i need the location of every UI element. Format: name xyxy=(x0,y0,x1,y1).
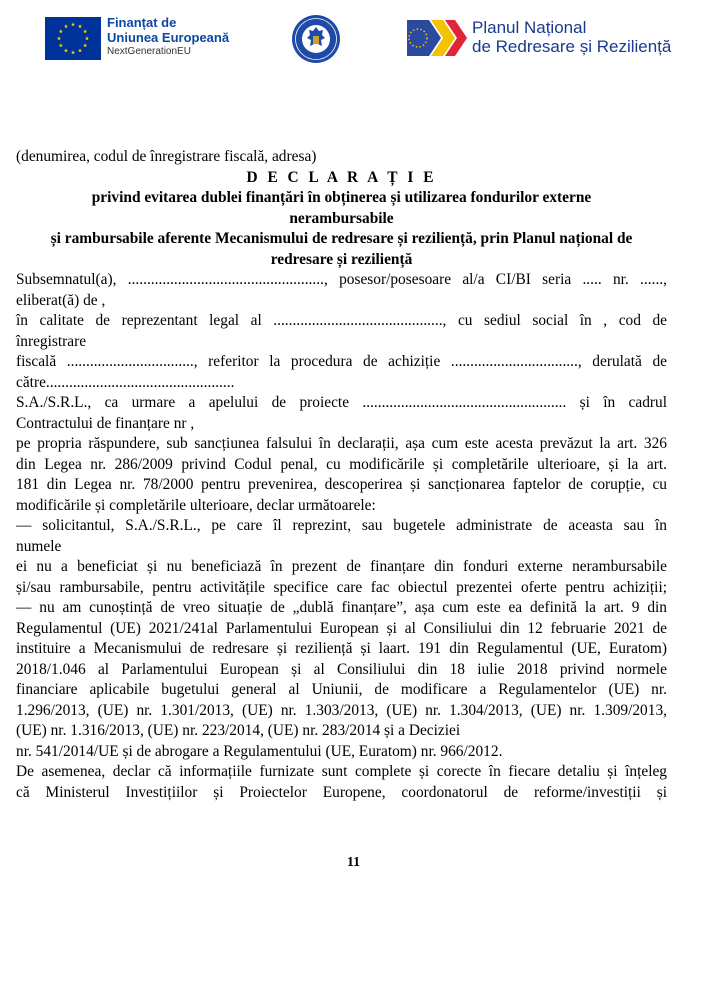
body-line: modificările și completările ulterioare, declar următoarele: xyxy=(16,496,376,514)
header-logos xyxy=(0,0,707,80)
pnrr-logo-line2: de Redresare și Reziliență xyxy=(472,37,672,56)
body-line: (UE) nr. 1.316/2013, (UE) nr. 223/2014, (UE) nr. 283/2014 și a Deciziei xyxy=(16,722,461,739)
eu-logo-line3: NextGenerationEU xyxy=(107,46,191,57)
document-subtitle-line1: privind evitarea dublei finanțări în obținerea și utilizarea fondurilor externe xyxy=(91,189,592,206)
body-line: eliberat(ă) de , xyxy=(16,291,106,309)
body-line: din Legea nr. 286/2009 privind Codul penal, cu modificările și completările ulterioare, și la art. xyxy=(16,455,667,473)
body-line: ei nu a beneficiat și nu beneficiază în prezent de finanțare din fonduri externe nerambursabile xyxy=(16,558,667,575)
body-line: financiare aplicabile bugetului general al Uniunii, de modificare a Regulamentelor (UE) nr. xyxy=(16,681,667,698)
entity-identification-line: (denumirea, codul de înregistrare fiscală, adresa) xyxy=(16,148,317,165)
document-subtitle-line4: redresare și reziliență xyxy=(270,250,413,268)
eu-flag-icon xyxy=(45,17,101,60)
body-line: De asemenea, declar că informațiile furnizate sunt complete și corecte în fiecare detaliu și înțeleg xyxy=(16,763,667,780)
document-subtitle-line2: nerambursabile xyxy=(289,209,394,227)
body-line: 1.296/2013, (UE) nr. 1.301/2013, (UE) nr. 1.303/2013, (UE) nr. 1.304/2013, (UE) nr. 1.309/2013, xyxy=(16,701,667,719)
body-line: S.A./S.R.L., ca urmare a apelului de proiecte ..................................................... și în cadrul xyxy=(16,394,667,411)
body-line: că Ministerul Investițiilor și Proiectelor Europene, coordonatorul de reforme/investiții și xyxy=(16,783,667,801)
body-line: numele xyxy=(16,537,62,555)
bullet-line: — nu am cunoștință de vreo situație de „dublă finanțare”, așa cum este ea definită la art. 9 din xyxy=(16,599,667,616)
body-line: pe propria răspundere, sub sancțiunea falsului în declarații, așa cum este acesta prevăzut la art. 326 xyxy=(16,435,667,452)
body-line: către................................................. xyxy=(16,373,235,391)
body-line: și/sau rambursabile, pentru activitățile specifice care fac obiectul prezentei oferte pentru achiziții; xyxy=(16,578,667,596)
document-subtitle-line3: și rambursabile aferente Mecanismului de redresare și reziliență, prin Planul național de xyxy=(50,230,633,247)
page-number: 11 xyxy=(346,855,361,870)
eu-logo-line2: Uniunea Europeană xyxy=(107,30,230,45)
body-line: Contractului de finanțare nr , xyxy=(16,414,195,432)
romanian-government-seal-icon xyxy=(291,12,341,66)
body-line: 2018/1.046 al Parlamentului European și al Consiliului din 18 iulie 2018 privind normele xyxy=(16,660,667,678)
body-line: în calitate de reprezentant legal al ............................................, cu sediul social în , cod de xyxy=(16,312,667,329)
eu-logo-line1: Finanțat de xyxy=(107,15,177,30)
body-line: fiscală ................................., referitor la procedura de achiziție ................................., derulată de xyxy=(16,353,667,370)
body-line: Subsemnatul(a), ..................................................., posesor/posesoare al/a CI/BI seria ..... nr. ......, xyxy=(16,271,667,288)
bullet-line: — solicitantul, S.A./S.R.L., pe care îl reprezint, sau bugetele administrate de aceasta sau în xyxy=(16,517,667,534)
pnrr-logo-line1: Planul Național xyxy=(472,18,587,37)
body-line: nr. 541/2014/UE și de abrogare a Regulamentului (UE, Euratom) nr. 966/2012. xyxy=(16,742,503,760)
pnrr-arrow-icon xyxy=(407,20,467,56)
declaration-document xyxy=(16,147,667,803)
body-line: 181 din Legea nr. 78/2000 pentru prevenirea, descoperirea și sancționarea faptelor de corupție, cu xyxy=(16,476,667,493)
document-title: D E C L A R A Ț I E xyxy=(246,168,437,186)
body-line: Regulamentul (UE) 2021/241al Parlamentului European și al Consiliului din 12 februarie 2021 de xyxy=(16,619,667,637)
body-line: înregistrare xyxy=(16,332,87,350)
body-line: instituire a Mecanismului de redresare și reziliență și laart. 191 din Regulamentul (UE, Euratom) xyxy=(16,640,667,657)
